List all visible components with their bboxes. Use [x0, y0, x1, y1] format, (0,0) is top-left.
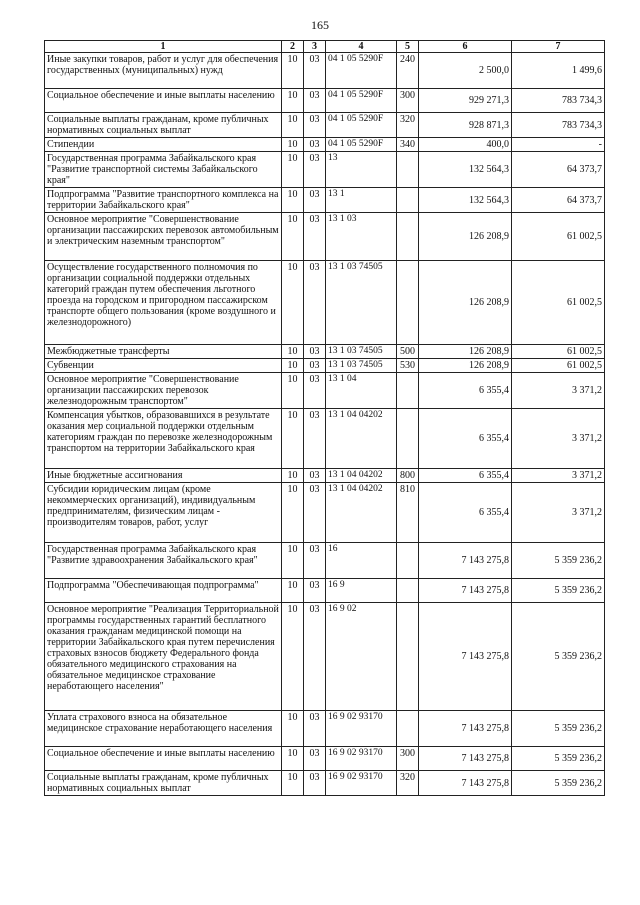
table-row [45, 188, 605, 213]
table-row [45, 603, 605, 711]
row-code-2-cell: 10 [282, 188, 304, 213]
row-code-4-cell: 16 9 02 93170 [326, 747, 397, 771]
row-code-5-cell: 240 [397, 53, 419, 89]
row-code-4-cell: 04 1 05 5290F [326, 113, 397, 138]
row-value-6-cell: 126 208,9 [419, 261, 512, 345]
row-value-7-cell: 5 359 236,2 [512, 711, 605, 747]
row-code-4-cell: 13 1 03 74505 [326, 261, 397, 345]
row-code-3-cell: 03 [304, 483, 326, 543]
row-code-4-cell: 13 [326, 152, 397, 188]
row-value-7-cell: 61 002,5 [512, 213, 605, 261]
header-cell-5: 5 [397, 41, 419, 53]
header-cell-3: 3 [304, 41, 326, 53]
row-code-2-cell: 10 [282, 89, 304, 113]
row-name-cell: Социальное обеспечение и иные выплаты населению [45, 747, 282, 771]
row-code-3-cell: 03 [304, 543, 326, 579]
row-code-5-cell: 300 [397, 89, 419, 113]
table-row [45, 483, 605, 543]
row-value-7-cell: 61 002,5 [512, 359, 605, 373]
row-value-6-cell: 126 208,9 [419, 213, 512, 261]
table-row [45, 89, 605, 113]
row-code-2-cell: 10 [282, 152, 304, 188]
row-code-3-cell: 03 [304, 711, 326, 747]
row-value-7-cell: 64 373,7 [512, 188, 605, 213]
row-code-5-cell [397, 543, 419, 579]
row-code-4-cell: 16 9 02 93170 [326, 771, 397, 796]
row-value-6-cell: 7 143 275,8 [419, 543, 512, 579]
table-row [45, 543, 605, 579]
row-name-cell: Основное мероприятие "Совершенствование организации пассажирских перевозок железнодорожным транспортом" [45, 373, 282, 409]
row-value-6-cell: 7 143 275,8 [419, 579, 512, 603]
row-code-5-cell: 340 [397, 138, 419, 152]
table-body [45, 53, 605, 796]
table-row [45, 152, 605, 188]
row-code-4-cell: 16 9 [326, 579, 397, 603]
row-code-2-cell: 10 [282, 359, 304, 373]
table-row [45, 409, 605, 469]
row-code-5-cell: 320 [397, 771, 419, 796]
row-name-cell: Межбюджетные трансферты [45, 345, 282, 359]
table-row [45, 213, 605, 261]
page-number: 165 [311, 18, 329, 32]
row-name-cell: Основное мероприятие "Реализация Территориальной программы государственных гарантий бесплатного оказания гражданам медицинской помощи на территории Забайкальского края путем перечисления страховых взносов бюджету Федерального фонда обязательного медицинского страхования на обязательное медицинское страхование неработающего населения" [45, 603, 282, 711]
row-code-5-cell: 800 [397, 469, 419, 483]
row-code-5-cell: 530 [397, 359, 419, 373]
row-name-cell: Уплата страхового взноса на обязательное медицинское страхование неработающего населения [45, 711, 282, 747]
row-value-7-cell: 5 359 236,2 [512, 579, 605, 603]
row-code-4-cell: 13 1 03 [326, 213, 397, 261]
row-code-3-cell: 03 [304, 113, 326, 138]
row-value-7-cell: 5 359 236,2 [512, 771, 605, 796]
row-code-4-cell: 04 1 05 5290F [326, 138, 397, 152]
header-cell-4: 4 [326, 41, 397, 53]
row-code-2-cell: 10 [282, 579, 304, 603]
table-row [45, 711, 605, 747]
row-code-2-cell: 10 [282, 711, 304, 747]
row-value-6-cell: 929 271,3 [419, 89, 512, 113]
table-header-row [45, 41, 605, 53]
row-code-3-cell: 03 [304, 345, 326, 359]
row-code-2-cell: 10 [282, 747, 304, 771]
row-code-4-cell: 13 1 04 [326, 373, 397, 409]
table-row [45, 53, 605, 89]
header-cell-1: 1 [45, 41, 282, 53]
row-name-cell: Субсидии юридическим лицам (кроме некоммерческих организаций), индивидуальным предпринимателям, физическим лицам - производителям товаров, работ, услуг [45, 483, 282, 543]
row-name-cell: Государственная программа Забайкальского края "Развитие здравоохранения Забайкальского края" [45, 543, 282, 579]
row-name-cell: Подпрограмма "Развитие транспортного комплекса на территории Забайкальского края" [45, 188, 282, 213]
row-value-7-cell: 3 371,2 [512, 373, 605, 409]
table-row [45, 359, 605, 373]
row-name-cell: Государственная программа Забайкальского края "Развитие транспортной системы Забайкальского края" [45, 152, 282, 188]
row-value-7-cell: 3 371,2 [512, 483, 605, 543]
budget-table [44, 40, 605, 796]
table-row [45, 469, 605, 483]
row-value-6-cell: 6 355,4 [419, 409, 512, 469]
row-value-6-cell: 7 143 275,8 [419, 771, 512, 796]
row-value-6-cell: 132 564,3 [419, 152, 512, 188]
row-code-3-cell: 03 [304, 359, 326, 373]
table-row [45, 579, 605, 603]
row-code-5-cell [397, 188, 419, 213]
row-code-3-cell: 03 [304, 188, 326, 213]
row-code-5-cell [397, 409, 419, 469]
row-value-6-cell: 6 355,4 [419, 373, 512, 409]
row-code-5-cell: 810 [397, 483, 419, 543]
row-code-3-cell: 03 [304, 152, 326, 188]
table-row [45, 747, 605, 771]
row-code-2-cell: 10 [282, 53, 304, 89]
row-code-4-cell: 13 1 [326, 188, 397, 213]
row-code-2-cell: 10 [282, 138, 304, 152]
row-code-2-cell: 10 [282, 409, 304, 469]
row-code-4-cell: 04 1 05 5290F [326, 53, 397, 89]
row-code-5-cell: 320 [397, 113, 419, 138]
row-code-2-cell: 10 [282, 543, 304, 579]
row-code-2-cell: 10 [282, 261, 304, 345]
row-code-5-cell [397, 152, 419, 188]
row-value-7-cell: 783 734,3 [512, 113, 605, 138]
row-code-2-cell: 10 [282, 113, 304, 138]
row-value-6-cell: 6 355,4 [419, 483, 512, 543]
row-value-7-cell: 5 359 236,2 [512, 603, 605, 711]
row-code-2-cell: 10 [282, 469, 304, 483]
row-value-6-cell: 132 564,3 [419, 188, 512, 213]
row-code-3-cell: 03 [304, 469, 326, 483]
row-code-2-cell: 10 [282, 603, 304, 711]
row-code-4-cell: 16 9 02 93170 [326, 711, 397, 747]
row-name-cell: Подпрограмма "Обеспечивающая подпрограмма" [45, 579, 282, 603]
table-row [45, 261, 605, 345]
row-code-3-cell: 03 [304, 53, 326, 89]
row-name-cell: Социальные выплаты гражданам, кроме публичных нормативных социальных выплат [45, 771, 282, 796]
row-code-2-cell: 10 [282, 771, 304, 796]
row-code-2-cell: 10 [282, 345, 304, 359]
row-code-3-cell: 03 [304, 213, 326, 261]
row-code-2-cell: 10 [282, 213, 304, 261]
row-code-4-cell: 13 1 03 74505 [326, 345, 397, 359]
row-value-6-cell: 7 143 275,8 [419, 747, 512, 771]
row-code-4-cell: 13 1 04 04202 [326, 483, 397, 543]
row-code-3-cell: 03 [304, 579, 326, 603]
row-value-7-cell: - [512, 138, 605, 152]
row-code-3-cell: 03 [304, 261, 326, 345]
table-row [45, 113, 605, 138]
row-value-6-cell: 6 355,4 [419, 469, 512, 483]
row-value-6-cell: 126 208,9 [419, 359, 512, 373]
header-cell-6: 6 [419, 41, 512, 53]
table-row [45, 771, 605, 796]
row-code-3-cell: 03 [304, 89, 326, 113]
row-value-7-cell: 1 499,6 [512, 53, 605, 89]
row-value-6-cell: 928 871,3 [419, 113, 512, 138]
row-value-7-cell: 3 371,2 [512, 469, 605, 483]
row-code-3-cell: 03 [304, 138, 326, 152]
row-value-7-cell: 64 373,7 [512, 152, 605, 188]
row-value-6-cell: 126 208,9 [419, 345, 512, 359]
row-value-6-cell: 7 143 275,8 [419, 603, 512, 711]
row-code-4-cell: 04 1 05 5290F [326, 89, 397, 113]
table-row [45, 373, 605, 409]
header-cell-7: 7 [512, 41, 605, 53]
row-code-2-cell: 10 [282, 373, 304, 409]
row-value-7-cell: 3 371,2 [512, 409, 605, 469]
row-code-3-cell: 03 [304, 747, 326, 771]
row-code-2-cell: 10 [282, 483, 304, 543]
row-code-5-cell [397, 213, 419, 261]
row-code-4-cell: 13 1 03 74505 [326, 359, 397, 373]
row-name-cell: Социальные выплаты гражданам, кроме публичных нормативных социальных выплат [45, 113, 282, 138]
row-code-5-cell [397, 603, 419, 711]
table-row [45, 345, 605, 359]
row-value-7-cell: 61 002,5 [512, 261, 605, 345]
row-code-3-cell: 03 [304, 373, 326, 409]
header-cell-2: 2 [282, 41, 304, 53]
row-value-6-cell: 2 500,0 [419, 53, 512, 89]
row-value-6-cell: 7 143 275,8 [419, 711, 512, 747]
row-value-7-cell: 5 359 236,2 [512, 747, 605, 771]
row-value-7-cell: 783 734,3 [512, 89, 605, 113]
row-name-cell: Компенсация убытков, образовавшихся в результате оказания мер социальной поддержки отдельным категориям граждан по перевозке железнодорожным транспортом на территории Забайкальского края [45, 409, 282, 469]
row-name-cell: Субвенции [45, 359, 282, 373]
row-name-cell: Основное мероприятие "Совершенствование организации пассажирских перевозок автомобильным и электрическим наземным транспортом" [45, 213, 282, 261]
row-value-7-cell: 5 359 236,2 [512, 543, 605, 579]
row-code-4-cell: 13 1 04 04202 [326, 409, 397, 469]
row-code-5-cell [397, 373, 419, 409]
row-name-cell: Осуществление государственного полномочия по организации социальной поддержки отдельных категорий граждан путем обеспечения льготного проезда на городском и пригородном пассажирском транспорте общего пользования (кроме воздушного и железнодорожного) [45, 261, 282, 345]
row-code-5-cell [397, 579, 419, 603]
row-code-3-cell: 03 [304, 603, 326, 711]
row-value-7-cell: 61 002,5 [512, 345, 605, 359]
row-code-3-cell: 03 [304, 771, 326, 796]
row-code-4-cell: 16 [326, 543, 397, 579]
row-code-5-cell: 300 [397, 747, 419, 771]
row-code-5-cell [397, 711, 419, 747]
table-row [45, 138, 605, 152]
row-name-cell: Иные закупки товаров, работ и услуг для обеспечения государственных (муниципальных) нужд [45, 53, 282, 89]
row-name-cell: Иные бюджетные ассигнования [45, 469, 282, 483]
row-value-6-cell: 400,0 [419, 138, 512, 152]
row-name-cell: Стипендии [45, 138, 282, 152]
row-code-5-cell [397, 261, 419, 345]
row-code-3-cell: 03 [304, 409, 326, 469]
row-code-5-cell: 500 [397, 345, 419, 359]
row-name-cell: Социальное обеспечение и иные выплаты населению [45, 89, 282, 113]
row-code-4-cell: 16 9 02 [326, 603, 397, 711]
row-code-4-cell: 13 1 04 04202 [326, 469, 397, 483]
